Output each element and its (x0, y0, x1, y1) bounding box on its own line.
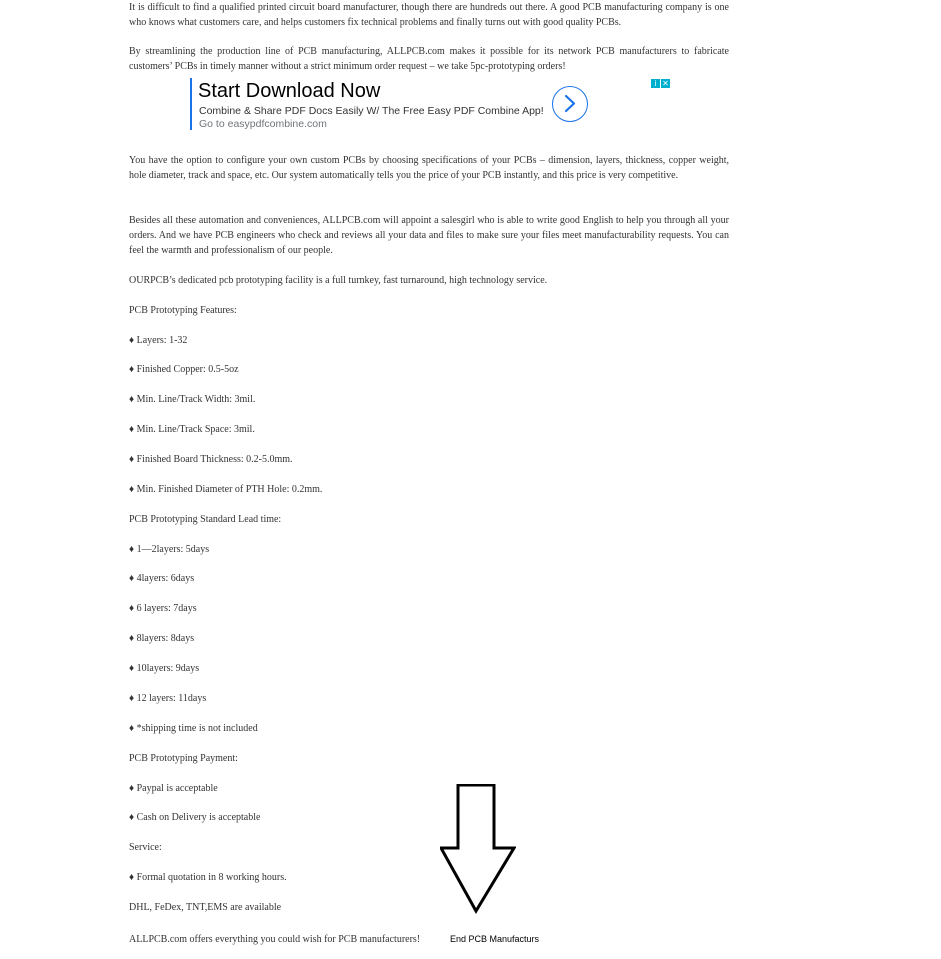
service-item: ♦ Formal quotation in 8 working hours. (129, 872, 287, 883)
text-shipping-carriers: DHL, FeDex, TNT,EMS are available (129, 902, 282, 913)
feature-item: ♦ Min. Finished Diameter of PTH Hole: 0.2mm. (129, 484, 323, 495)
feature-item: ♦ Min. Line/Track Width: 3mil. (129, 394, 256, 405)
lead-time-item: ♦ 6 layers: 7days (129, 603, 197, 614)
article-paragraph-configure: You have the option to configure your own custom PCBs by choosing specifications of your PCBs – dimension, layers, thickness, copper weight, hole diameter, track and space, etc. Our system automatically tells you the price of your PCB instantly, and this price is very competitive. (129, 155, 729, 181)
ad-description: Combine & Share PDF Docs Easily W/ The Free Easy PDF Combine App! (199, 105, 544, 117)
ad-title[interactable]: Start Download Now (198, 80, 381, 102)
article-paragraph-intro: It is difficult to find a qualified printed circuit board manufacturer, though there are hundreds out there. A good PCB manufacturing company is one who knows what customers care, and helps customers fix technical problems and finally turns out with good quality PCBs. (129, 2, 729, 28)
annotation-label: End PCB Manufacturs (450, 934, 540, 944)
lead-time-item: ♦ 4layers: 6days (129, 573, 195, 584)
feature-item: ♦ Finished Copper: 0.5-5oz (129, 364, 239, 375)
text-ourpcb-service: OURPCB’s dedicated pcb prototyping facility is a full turnkey, fast turnaround, high technology service. (129, 275, 548, 286)
payment-item: ♦ Cash on Delivery is acceptable (129, 812, 261, 823)
ad-url[interactable]: Go to easypdfcombine.com (199, 118, 327, 130)
down-arrow-icon (440, 784, 516, 914)
ad-info-icon[interactable]: i (651, 79, 660, 88)
feature-item: ♦ Min. Line/Track Space: 3mil. (129, 424, 255, 435)
lead-time-item: ♦ 8layers: 8days (129, 633, 195, 644)
ad-accent-bar (190, 78, 192, 130)
feature-item: ♦ Layers: 1-32 (129, 335, 188, 346)
article-paragraph-salesgirl: Besides all these automation and conveniences, ALLPCB.com will appoint a salesgirl who is able to write good English to help you through all your orders. And we have PCB engineers who check and reviews all your data and files to make sure your files meet manufacturability requests. You can feel the warmth and professionalism of our people. (129, 215, 729, 256)
lead-time-item: ♦ 1—2layers: 5days (129, 544, 210, 555)
lead-time-note: ♦ *shipping time is not included (129, 723, 258, 734)
chevron-right-icon (553, 87, 586, 120)
payment-item: ♦ Paypal is acceptable (129, 783, 218, 794)
heading-payment: PCB Prototyping Payment: (129, 753, 238, 764)
ad-choices[interactable] (651, 73, 671, 88)
heading-lead-time: PCB Prototyping Standard Lead time: (129, 514, 282, 525)
heading-service: Service: (129, 842, 162, 853)
text-closing: ALLPCB.com offers everything you could wish for PCB manufacturers! (129, 934, 421, 945)
ad-banner[interactable] (190, 78, 610, 130)
ad-close-icon[interactable]: ✕ (662, 79, 669, 88)
heading-features: PCB Prototyping Features: (129, 305, 237, 316)
lead-time-item: ♦ 12 layers: 11days (129, 693, 207, 704)
feature-item: ♦ Finished Board Thickness: 0.2-5.0mm. (129, 454, 293, 465)
ad-go-button[interactable] (552, 86, 588, 122)
article-paragraph-streamlining: By streamlining the production line of PCB manufacturing, ALLPCB.com makes it possible for its network PCB manufacturers to fabricate customers’ PCBs in timely manner without a strict minimum order request – we take 5pc-prototyping orders! (129, 46, 729, 72)
lead-time-item: ♦ 10layers: 9days (129, 663, 200, 674)
